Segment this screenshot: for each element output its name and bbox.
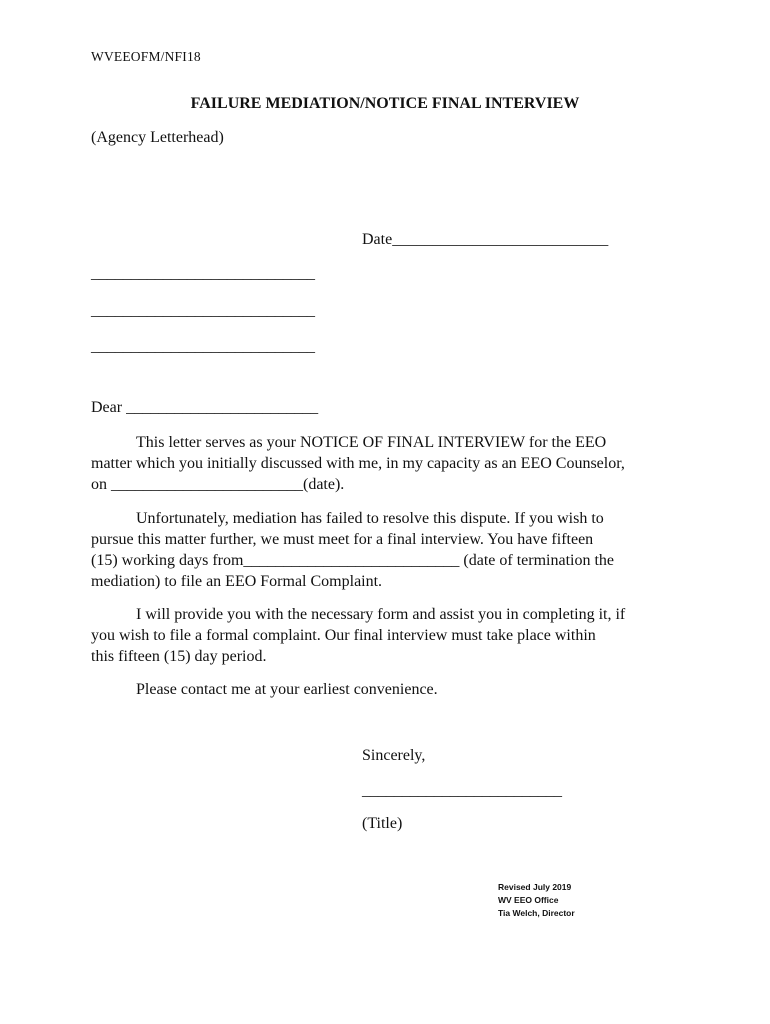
address-line-1: ____________________________ bbox=[91, 265, 315, 282]
paragraph-line: pursue this matter further, we must meet for a final interview. You have fifteen bbox=[91, 531, 594, 548]
agency-letterhead-placeholder: (Agency Letterhead) bbox=[91, 129, 224, 146]
paragraph-line: you wish to file a formal complaint. Our final interview must take place within bbox=[91, 627, 596, 644]
paragraph-line: on ________________________(date). bbox=[91, 476, 345, 493]
document-title: FAILURE MEDIATION/NOTICE FINAL INTERVIEW bbox=[190, 95, 580, 112]
paragraph-contact bbox=[91, 679, 691, 700]
closing-sincerely: Sincerely, bbox=[362, 747, 426, 764]
paragraph-line: I will provide you with the necessary form and assist you in completing it, if bbox=[136, 606, 626, 623]
paragraph-line: mediation) to file an EEO Formal Complaint. bbox=[91, 573, 383, 590]
paragraph-line: Unfortunately, mediation has failed to resolve this dispute. If you wish to bbox=[136, 510, 604, 527]
address-line-3: ____________________________ bbox=[91, 338, 315, 355]
address-line-2: ____________________________ bbox=[91, 302, 315, 319]
paragraph-assistance bbox=[91, 604, 691, 667]
signer-title-placeholder: (Title) bbox=[362, 815, 403, 832]
paragraph-line: matter which you initially discussed with me, in my capacity as an EEO Counselor, bbox=[91, 455, 625, 472]
paragraph-line: this fifteen (15) day period. bbox=[91, 648, 267, 665]
revision-date: Revised July 2019 bbox=[498, 882, 572, 892]
paragraph-line: (15) working days from___________________________ (date of termination the bbox=[91, 552, 615, 569]
salutation: Dear ________________________ bbox=[91, 399, 319, 416]
form-code: WVEEOFM/NFI18 bbox=[91, 49, 201, 64]
paragraph-line: Please contact me at your earliest convenience. bbox=[136, 681, 438, 698]
paragraph-notice bbox=[91, 432, 691, 495]
date-field: Date___________________________ bbox=[362, 231, 609, 248]
paragraph-line: This letter serves as your NOTICE OF FINAL INTERVIEW for the EEO bbox=[136, 434, 607, 451]
office-name: WV EEO Office bbox=[498, 895, 559, 905]
paragraph-mediation-failed bbox=[91, 508, 691, 592]
director-name: Tia Welch, Director bbox=[498, 908, 575, 918]
signature-line: _________________________ bbox=[362, 782, 562, 799]
revision-footer bbox=[498, 881, 575, 920]
